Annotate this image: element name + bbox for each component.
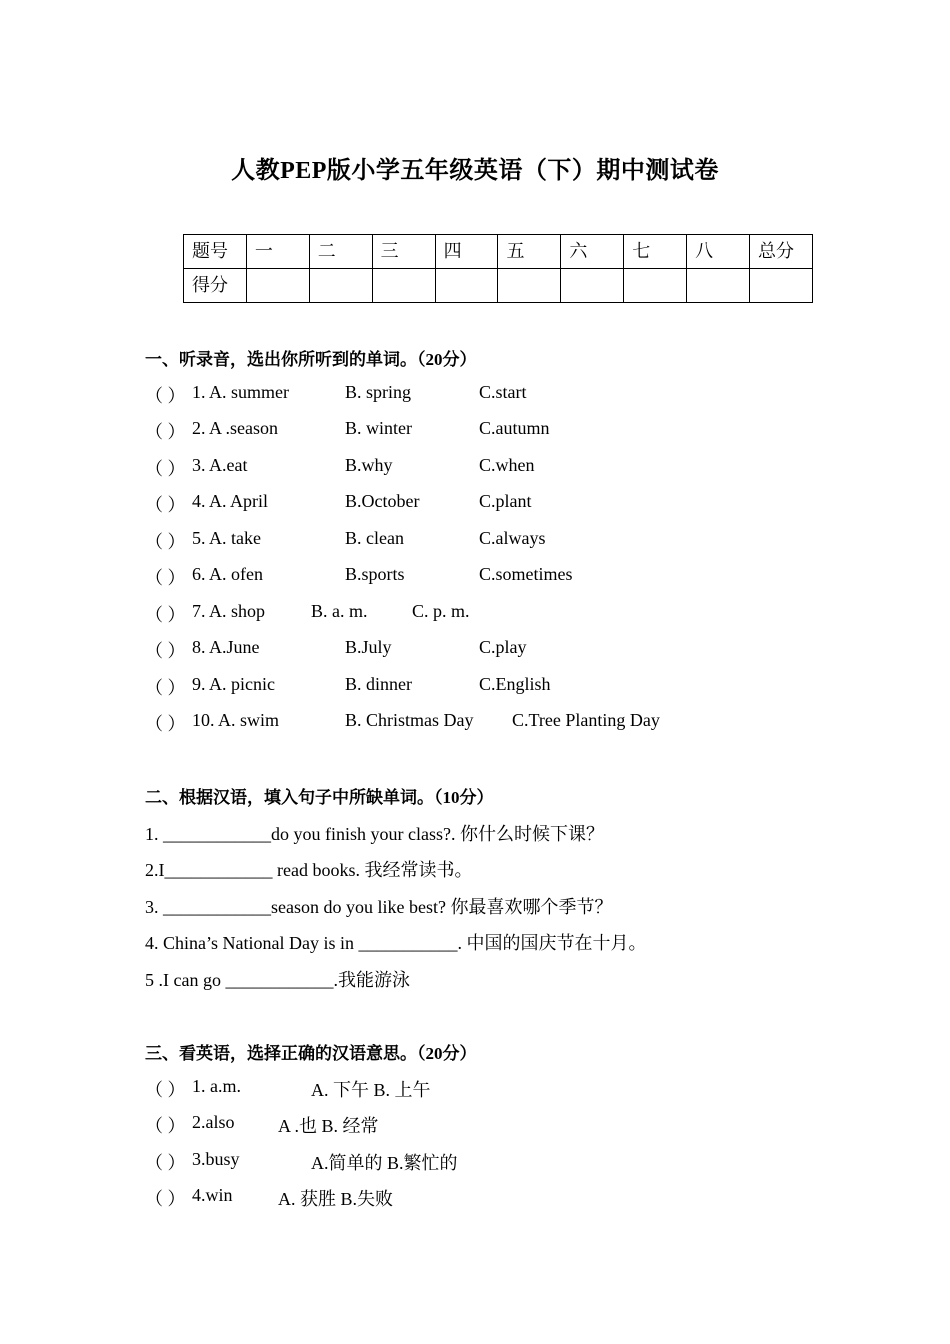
option-b: B.why bbox=[345, 455, 393, 475]
option-b: B. clean bbox=[345, 528, 404, 548]
score-cell-4: 四 bbox=[435, 235, 498, 269]
answer-paren[interactable]: （ ） bbox=[145, 386, 186, 406]
question-option-a: 10. A. swim bbox=[192, 710, 280, 730]
answer-paren[interactable]: （ ） bbox=[145, 1189, 186, 1209]
answer-paren[interactable]: （ ） bbox=[145, 459, 186, 479]
chinese-options: A .也 B. 经常 bbox=[278, 1116, 379, 1136]
answer-paren[interactable]: （ ） bbox=[145, 532, 186, 552]
section1-heading: 一、听录音，选出你所听到的单词。（20分） bbox=[145, 350, 477, 369]
option-b: B. a. m. bbox=[311, 601, 368, 621]
option-b: B.July bbox=[345, 637, 392, 657]
option-c: C.plant bbox=[479, 491, 532, 511]
question-option-a: 8. A.June bbox=[192, 637, 260, 657]
fill-blank-item: 5 .I can go ____________.我能游泳 bbox=[145, 970, 410, 990]
option-c: C.autumn bbox=[479, 418, 550, 438]
answer-paren[interactable]: （ ） bbox=[145, 605, 186, 625]
question-option-a: 5. A. take bbox=[192, 528, 261, 548]
score-blank[interactable] bbox=[372, 269, 435, 303]
answer-paren[interactable]: （ ） bbox=[145, 1080, 186, 1100]
score-table bbox=[183, 234, 813, 303]
score-table-score-row bbox=[184, 269, 813, 303]
score-cell-7: 七 bbox=[624, 235, 687, 269]
score-cell-label: 题号 bbox=[184, 235, 247, 269]
option-c: C.English bbox=[479, 674, 551, 694]
score-blank[interactable] bbox=[687, 269, 750, 303]
answer-paren[interactable]: （ ） bbox=[145, 1153, 186, 1173]
chinese-options: A. 下午 B. 上午 bbox=[311, 1080, 431, 1100]
score-cell-2: 二 bbox=[309, 235, 372, 269]
question-option-a: 7. A. shop bbox=[192, 601, 266, 621]
score-cell-1: 一 bbox=[246, 235, 309, 269]
section3-heading: 三、看英语，选择正确的汉语意思。（20分） bbox=[145, 1044, 477, 1063]
fill-blank-item: 4. China’s National Day is in ___________. 中国的国庆节在十月。 bbox=[145, 933, 647, 953]
question-option-a: 4. A. April bbox=[192, 491, 269, 511]
question-option-a: 3. A.eat bbox=[192, 455, 248, 475]
option-b: B. Christmas Day bbox=[345, 710, 474, 730]
option-c: C.when bbox=[479, 455, 535, 475]
option-c: C.play bbox=[479, 637, 527, 657]
score-cell-total: 总分 bbox=[750, 235, 813, 269]
score-blank[interactable] bbox=[750, 269, 813, 303]
answer-paren[interactable]: （ ） bbox=[145, 422, 186, 442]
score-blank[interactable] bbox=[561, 269, 624, 303]
question-option-a: 2. A .season bbox=[192, 418, 279, 438]
score-cell-8: 八 bbox=[687, 235, 750, 269]
question-option-a: 6. A. ofen bbox=[192, 564, 263, 584]
option-c: C.always bbox=[479, 528, 546, 548]
score-cell-6: 六 bbox=[561, 235, 624, 269]
fill-blank-item: 3. ____________season do you like best? 你最喜欢哪个季节？ bbox=[145, 897, 613, 917]
chinese-options: A. 获胜 B.失败 bbox=[278, 1189, 394, 1209]
score-blank[interactable] bbox=[624, 269, 687, 303]
score-blank[interactable] bbox=[246, 269, 309, 303]
option-c: C.Tree Planting Day bbox=[512, 710, 660, 730]
english-word: 2.also bbox=[192, 1112, 235, 1132]
option-b: B.sports bbox=[345, 564, 405, 584]
option-b: B. spring bbox=[345, 382, 412, 402]
score-blank[interactable] bbox=[435, 269, 498, 303]
score-cell-5: 五 bbox=[498, 235, 561, 269]
option-b: B. winter bbox=[345, 418, 412, 438]
option-c: C.sometimes bbox=[479, 564, 573, 584]
chinese-options: A.简单的 B.繁忙的 bbox=[311, 1153, 458, 1173]
english-word: 4.win bbox=[192, 1185, 233, 1205]
page-title: 人教PEP版小学五年级英语（下）期中测试卷 bbox=[231, 158, 719, 184]
english-word: 1. a.m. bbox=[192, 1076, 241, 1096]
question-option-a: 1. A. summer bbox=[192, 382, 289, 402]
answer-paren[interactable]: （ ） bbox=[145, 1116, 186, 1136]
answer-paren[interactable]: （ ） bbox=[145, 714, 186, 734]
score-blank[interactable] bbox=[309, 269, 372, 303]
question-option-a: 9. A. picnic bbox=[192, 674, 275, 694]
score-blank[interactable] bbox=[498, 269, 561, 303]
option-b: B. dinner bbox=[345, 674, 412, 694]
answer-paren[interactable]: （ ） bbox=[145, 641, 186, 661]
english-word: 3.busy bbox=[192, 1149, 240, 1169]
score-row-label: 得分 bbox=[184, 269, 247, 303]
option-b: B.October bbox=[345, 491, 420, 511]
section2-heading: 二、根据汉语，填入句子中所缺单词。（10分） bbox=[145, 788, 494, 807]
score-cell-3: 三 bbox=[372, 235, 435, 269]
fill-blank-item: 2.I____________ read books. 我经常读书。 bbox=[145, 860, 473, 880]
answer-paren[interactable]: （ ） bbox=[145, 678, 186, 698]
option-c: C.start bbox=[479, 382, 527, 402]
answer-paren[interactable]: （ ） bbox=[145, 568, 186, 588]
answer-paren[interactable]: （ ） bbox=[145, 495, 186, 515]
fill-blank-item: 1. ____________do you finish your class?. 你什么时候下课？ bbox=[145, 824, 604, 844]
option-c: C. p. m. bbox=[412, 601, 470, 621]
score-table-header-row bbox=[184, 235, 813, 269]
